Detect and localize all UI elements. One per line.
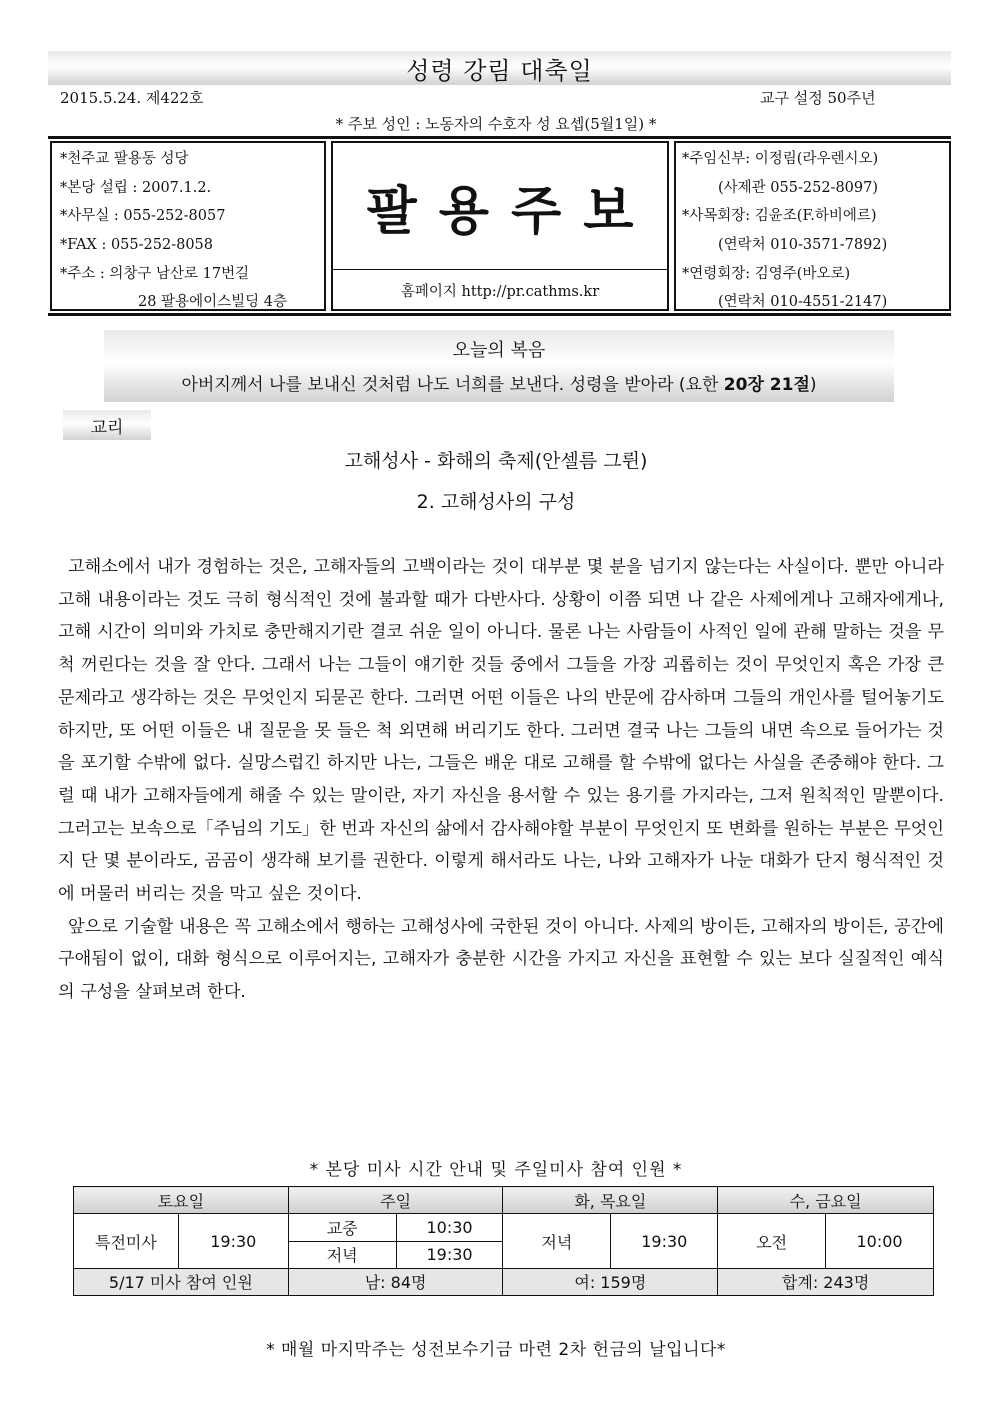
wed-fri-time: 10:00 bbox=[826, 1214, 934, 1269]
tue-thu-label: 저녁 bbox=[503, 1214, 611, 1269]
header-sunday: 주일 bbox=[288, 1187, 503, 1214]
gospel-verse-text: 아버지께서 나를 보내신 것처럼 나도 너희를 보낸다. 성령을 받아라 (요한 bbox=[181, 375, 724, 395]
attendance-total: 합계: 243명 bbox=[718, 1268, 934, 1295]
feast-title: 성령 강림 대축일 bbox=[406, 56, 593, 85]
wed-fri-label: 오전 bbox=[718, 1214, 826, 1269]
gospel-verse bbox=[104, 370, 894, 395]
gospel-title: 오늘의 복음 bbox=[452, 340, 546, 361]
contacts-box bbox=[674, 141, 951, 311]
table-header-row bbox=[74, 1187, 934, 1214]
gospel-box bbox=[104, 330, 894, 402]
council-president: *사목회장: 김윤조(F.하비에르) bbox=[682, 208, 877, 225]
article-paragraph: 고해소에서 내가 경험하는 것은, 고해자들의 고백이라는 것이 대부분 몇 분을 넘기지 않는다는 사실이다. 뿐만 아니라 고해 내용이라는 것도 극히 형식적인 것에 불과할 때가 다반사다. 상황이 이쯤 되면 나 같은 사제에게나 고해자에게나, 고해 시간이 의미와 가치로 충만해지기란 결코 쉬운 일이 아니다. 물론 나는 사람들이 사적인 일에 관해 말하는 것을 무척 꺼린다는 것을 잘 안다. 그래서 나는 그들이 얘기한 것들 중에서 그들을 가장 괴롭히는 것이 무엇인지 혹은 가장 큰 문제라고 생각하는 것은 무엇인지 되묻곤 한다. 그러면 어떤 이들은 나의 반문에 감사하며 그들의 개인사를 털어놓기도 하지만, 또 어떤 이들은 내 질문을 못 들은 척 외면해 버리기도 한다. 그러면 결국 나는 그들의 내면 속으로 들어가는 것을 포기할 수밖에 없다. 실망스럽긴 하지만 나는, 그들은 배운 대로 고해를 할 수밖에 없다는 사실을 존중해야 한다. 그럴 때 내가 고해자들에게 해줄 수 있는 말이란, 자기 자신을 용서할 수 있는 용기를 가지라는, 그저 원칙적인 말뿐이다. 그러고는 보속으로「주님의 기도」한 번과 자신의 삶에서 감사해야할 부분이 무엇인지 또 변화를 원하는 부분은 무엇인지 단 몇 분이라도, 곰곰이 생각해 보기를 권한다. 이렇게 해서라도 나는, 나와 고해자가 나눈 대화가 단지 형식적인 것에 머물러 버리는 것을 막고 싶은 것이다. bbox=[58, 557, 944, 905]
saturday-mass-time: 19:30 bbox=[178, 1214, 288, 1269]
masthead-top-rule bbox=[48, 136, 951, 139]
header-wed-fri: 수, 금요일 bbox=[718, 1187, 934, 1214]
mass-schedule-table bbox=[73, 1186, 934, 1296]
table-row bbox=[74, 1214, 934, 1241]
parish-info-box bbox=[50, 141, 326, 311]
header-saturday: 토요일 bbox=[74, 1187, 289, 1214]
feast-title-bar bbox=[48, 51, 951, 85]
address-line-1: *주소 : 의창구 남산로 17번길 bbox=[60, 265, 250, 282]
weekly-title-box bbox=[331, 141, 669, 311]
attendance-label: 5/17 미사 참여 인원 bbox=[74, 1268, 289, 1295]
article-paragraph: 앞으로 기술할 내용은 꼭 고해소에서 행하는 고해성사에 국한된 것이 아니다. 사제의 방이든, 고해자의 방이든, 공간에 구애됨이 없이, 대화 형식으로 이루어지는, 고해자가 충분한 시간을 가지고 자신을 표현할 수 있는 보다 실질적인 예식의 구성을 살펴보려 한다. bbox=[58, 916, 944, 1003]
sunday-evening-label: 저녁 bbox=[288, 1241, 396, 1268]
homepage-url: 홈페이지 http://pr.cathms.kr bbox=[400, 284, 600, 300]
attendance-row bbox=[74, 1268, 934, 1295]
fax-number: *FAX : 055-252-8058 bbox=[60, 237, 214, 254]
sunday-main-time: 10:30 bbox=[396, 1214, 503, 1241]
pastor-name: *주임신부: 이정림(라우렌시오) bbox=[682, 151, 879, 167]
gospel-reference: 20장 21절 bbox=[723, 375, 810, 395]
anniversary-info: 교구 설정 50주년 bbox=[760, 89, 876, 107]
funeral-president: *연령회장: 김영주(바오로) bbox=[682, 265, 851, 282]
council-phone: (연락처 010-3571-7892) bbox=[718, 237, 888, 254]
saturday-mass-label: 특전미사 bbox=[74, 1214, 179, 1269]
article-body bbox=[58, 551, 944, 1009]
parish-founded: *본당 설립 : 2007.1.2. bbox=[60, 179, 212, 196]
office-phone: *사무실 : 055-252-8057 bbox=[60, 208, 226, 225]
address-line-2: 28 팔용에이스빌딩 4층 bbox=[138, 294, 287, 311]
rectory-phone: (사제관 055-252-8097) bbox=[718, 179, 878, 196]
article-subtitle: 2. 고해성사의 구성 bbox=[416, 491, 576, 513]
masthead-bottom-rule bbox=[48, 313, 951, 316]
section-tab: 교리 bbox=[63, 410, 151, 440]
parish-name: *천주교 팔용동 성당 bbox=[60, 151, 189, 167]
patron-saint-line: * 주보 성인 : 노동자의 수호자 성 요셉(5월1일) * bbox=[335, 115, 657, 133]
footer-note: * 매월 마지막주는 성전보수기금 마련 2차 헌금의 날입니다* bbox=[266, 1340, 726, 1360]
article-title: 고해성사 - 화해의 축제(안셀름 그륀) bbox=[344, 450, 648, 472]
tue-thu-time: 19:30 bbox=[611, 1214, 718, 1269]
schedule-title: * 본당 미사 시간 안내 및 주일미사 참여 인원 * bbox=[309, 1160, 683, 1180]
attendance-male: 남: 84명 bbox=[288, 1268, 503, 1295]
issue-info: 2015.5.24. 제422호 bbox=[60, 89, 204, 107]
funeral-phone: (연락처 010-4551-2147) bbox=[718, 294, 888, 311]
attendance-female: 여: 159명 bbox=[503, 1268, 718, 1295]
gospel-verse-close: ) bbox=[809, 375, 817, 395]
header-tue-thu: 화, 목요일 bbox=[503, 1187, 718, 1214]
weekly-title: 팔용주보 bbox=[366, 180, 656, 242]
sunday-main-label: 교중 bbox=[288, 1214, 396, 1241]
sunday-evening-time: 19:30 bbox=[396, 1241, 503, 1268]
